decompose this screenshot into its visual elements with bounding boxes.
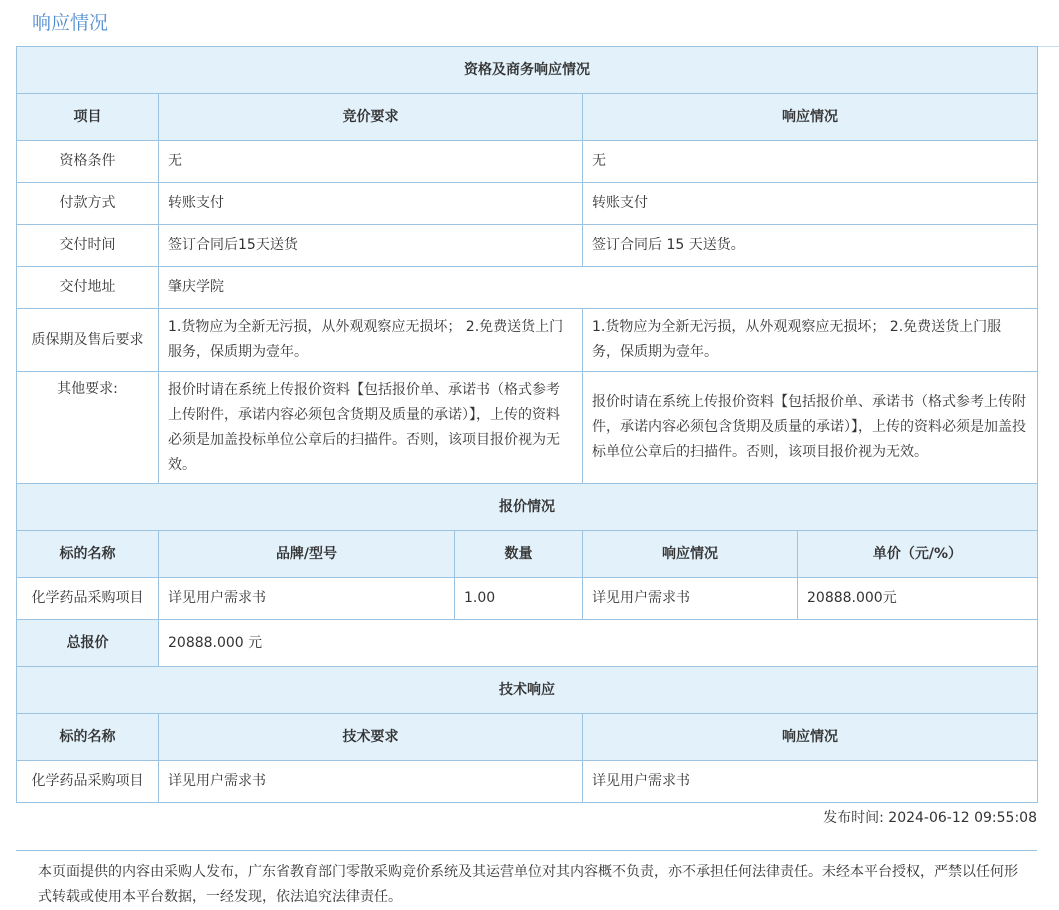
total-row	[17, 620, 1038, 667]
tech-requirement-cell: 详见用户需求书	[159, 761, 583, 803]
header-response: 响应情况	[583, 531, 798, 578]
header-brand: 品牌/型号	[159, 531, 455, 578]
tech-section-row	[17, 667, 1038, 714]
item-name-cell: 化学药品采购项目	[17, 761, 159, 803]
publish-time: 发布时间: 2024-06-12 09:55:08	[823, 810, 1037, 826]
requirement-cell: 转账支付	[159, 183, 583, 225]
table-row	[17, 309, 1038, 372]
qualification-header-row	[17, 94, 1038, 141]
total-label: 总报价	[17, 620, 159, 667]
response-cell: 无	[583, 141, 1038, 183]
requirement-cell: 签订合同后15天送货	[159, 225, 583, 267]
tech-section-title: 技术响应	[17, 667, 1038, 714]
requirement-cell: 无	[159, 141, 583, 183]
table-row	[17, 225, 1038, 267]
requirement-cell: 肇庆学院	[159, 267, 1038, 309]
response-cell: 详见用户需求书	[583, 761, 1038, 803]
header-name: 标的名称	[17, 531, 159, 578]
row-label: 质保期及售后要求	[17, 309, 159, 372]
header-response: 响应情况	[583, 94, 1038, 141]
footer-divider	[16, 850, 1037, 851]
header-unit-price: 单价（元/%）	[798, 531, 1038, 578]
table-row	[17, 578, 1038, 620]
header-response: 响应情况	[583, 714, 1038, 761]
item-name-cell: 化学药品采购项目	[17, 578, 159, 620]
response-cell: 1.货物应为全新无污损，从外观观察应无损坏； 2.免费送货上门服务，保质期为壹年。	[583, 309, 1038, 372]
response-cell: 报价时请在系统上传报价资料【包括报价单、承诺书（格式参考上传附件，承诺内容必须包含货期及质量的承诺）】，上传的资料必须是加盖投标单位公章后的扫描件。否则，该项目报价视为无效。	[583, 372, 1038, 484]
row-label: 交付时间	[17, 225, 159, 267]
quantity-cell: 1.00	[455, 578, 583, 620]
header-requirement: 竞价要求	[159, 94, 583, 141]
header-quantity: 数量	[455, 531, 583, 578]
row-label: 资格条件	[17, 141, 159, 183]
row-label: 付款方式	[17, 183, 159, 225]
response-table	[16, 46, 1038, 803]
response-cell: 详见用户需求书	[583, 578, 798, 620]
row-label: 交付地址	[17, 267, 159, 309]
quote-section-row	[17, 484, 1038, 531]
header-item: 项目	[17, 94, 159, 141]
header-name: 标的名称	[17, 714, 159, 761]
unit-price-cell: 20888.000元	[798, 578, 1038, 620]
response-cell: 签订合同后 15 天送货。	[583, 225, 1038, 267]
table-row	[17, 267, 1038, 309]
quote-header-row	[17, 531, 1038, 578]
footer-disclaimer: 本页面提供的内容由采购人发布，广东省教育部门零散采购竞价系统及其运营单位对其内容概不负责，亦不承担任何法律责任。未经本平台授权，严禁以任何形式转载或使用本平台数据，一经发现，依法追究法律责任。	[38, 864, 1018, 905]
total-value: 20888.000 元	[159, 620, 1038, 667]
table-row	[17, 141, 1038, 183]
response-cell: 转账支付	[583, 183, 1038, 225]
tech-header-row	[17, 714, 1038, 761]
table-row	[17, 372, 1038, 484]
header-tech-requirement: 技术要求	[159, 714, 583, 761]
row-label: 其他要求:	[17, 372, 159, 484]
table-row	[17, 183, 1038, 225]
requirement-cell: 报价时请在系统上传报价资料【包括报价单、承诺书（格式参考上传附件，承诺内容必须包含货期及质量的承诺）】，上传的资料必须是加盖投标单位公章后的扫描件。否则，该项目报价视为无效。	[159, 372, 583, 484]
requirement-cell: 1.货物应为全新无污损，从外观观察应无损坏； 2.免费送货上门服务，保质期为壹年。	[159, 309, 583, 372]
page-title: 响应情况	[32, 12, 109, 34]
qualification-section-title: 资格及商务响应情况	[17, 47, 1038, 94]
table-row	[17, 761, 1038, 803]
quote-section-title: 报价情况	[17, 484, 1038, 531]
brand-cell: 详见用户需求书	[159, 578, 455, 620]
qualification-section-row	[17, 47, 1038, 94]
